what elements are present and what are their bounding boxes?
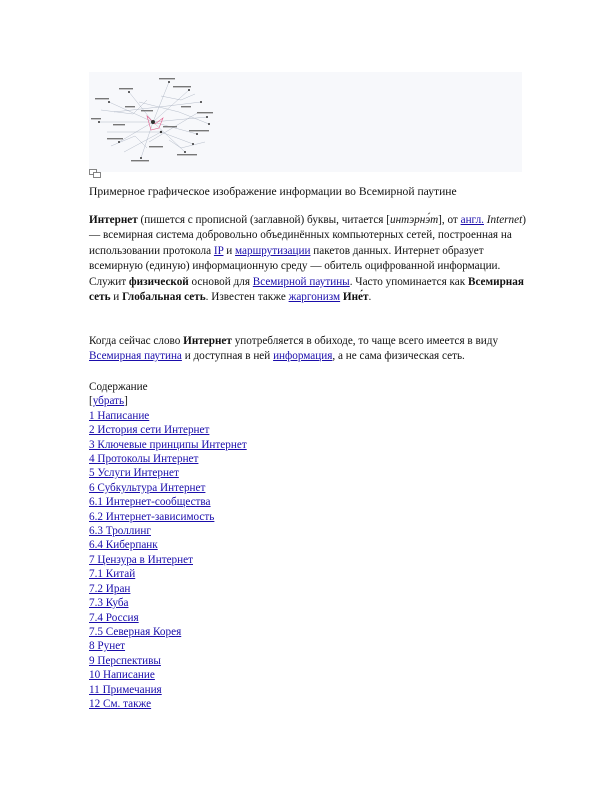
toc-link[interactable]: 7.1 Китай <box>89 568 136 581</box>
toc-link[interactable]: 10 Написание <box>89 669 155 682</box>
toc-link[interactable]: 4 Протоколы Интернет <box>89 453 199 466</box>
toc-item <box>89 654 389 668</box>
toc-list <box>89 409 389 712</box>
link-english[interactable]: англ. <box>460 214 484 226</box>
toc-item <box>89 524 389 538</box>
toc-item <box>89 510 389 524</box>
toc-link[interactable]: 7.2 Иран <box>89 582 131 595</box>
english-word: Internet <box>486 214 523 226</box>
toc-link[interactable]: 11 Примечания <box>89 683 162 696</box>
internet-graph-thumbnail[interactable] <box>89 72 217 167</box>
link-routing[interactable]: маршрутизации <box>235 244 311 257</box>
physical-bold: физической <box>128 275 189 288</box>
toc-title: Содержание <box>89 381 148 393</box>
link-world-wide-web-2[interactable]: Всемирная паутина <box>89 350 182 363</box>
toc-item <box>89 423 389 437</box>
toc-item <box>89 683 389 697</box>
toc-item <box>89 538 389 552</box>
toc-item <box>89 567 389 581</box>
inet-bold: Ине́т <box>342 291 369 304</box>
toc-item <box>89 668 389 682</box>
enlarge-icon[interactable] <box>89 169 101 178</box>
toc-link[interactable]: 1 Написание <box>89 409 150 422</box>
link-jargon[interactable]: жаргонизм <box>288 291 341 304</box>
toc-link[interactable]: 6.4 Киберпанк <box>89 539 158 552</box>
toc-hide-link[interactable]: убрать <box>92 395 125 408</box>
intro-paragraph: Интернет (пишется с прописной (заглавной) буквы, читается [интэрнэ́т], от англ. Internet) — всемирная система добровольно объединённых компьютерных сетей, построенная на использовании протокола IP и маршрутизации пакетов данных. Интернет образует всемирную (единую) информационную среду — обитель оцифрованной информации. Служит физической основой для Всемирной паутины. Часто упоминается как Всемирная сеть и Глобальная сеть. Известен также жаргонизм Ине́т. <box>89 214 526 304</box>
toc-link[interactable]: 7 Цензура в Интернет <box>89 553 193 566</box>
toc-link[interactable]: 6.3 Троллинг <box>89 525 151 538</box>
toc-link[interactable]: 3 Ключевые принципы Интернет <box>89 438 247 451</box>
toc-item <box>89 452 389 466</box>
pronunciation: интэрнэ́т <box>389 214 439 226</box>
toc-item <box>89 582 389 596</box>
toc-link[interactable]: 7.5 Северная Корея <box>89 625 182 638</box>
link-ip[interactable]: IP <box>213 244 224 257</box>
toc-link[interactable]: 6.1 Интернет-сообщества <box>89 496 211 509</box>
toc-item <box>89 481 389 495</box>
toc-link[interactable]: 7.4 Россия <box>89 611 139 624</box>
table-of-contents <box>89 380 389 711</box>
toc-link[interactable]: 2 История сети Интернет <box>89 424 210 437</box>
toc-item <box>89 495 389 509</box>
toc-item <box>89 438 389 452</box>
toc-item <box>89 639 389 653</box>
toc-link[interactable]: 9 Перспективы <box>89 654 161 667</box>
global-net-bold: Глобальная сеть <box>122 291 206 304</box>
term-bold: Интернет <box>89 214 138 226</box>
toc-link[interactable]: 7.3 Куба <box>89 597 129 610</box>
toc-hide-toggle: [убрать] <box>89 395 128 408</box>
toc-item <box>89 409 389 423</box>
world-net-bold: Всемирная сеть <box>89 275 524 304</box>
toc-item <box>89 625 389 639</box>
toc-link[interactable]: 5 Услуги Интернет <box>89 467 179 480</box>
toc-link[interactable]: 6.2 Интернет-зависимость <box>89 510 215 523</box>
toc-link[interactable]: 8 Рунет <box>89 640 126 653</box>
toc-link[interactable]: 6 Субкультура Интернет <box>89 481 206 494</box>
toc-item <box>89 611 389 625</box>
link-information[interactable]: информация <box>273 350 333 363</box>
figure-caption: Примерное графическое изображение информации во Всемирной паутине <box>89 185 457 198</box>
toc-item <box>89 553 389 567</box>
usage-paragraph: Когда сейчас слово Интернет употребляется в обиходе, то чаще всего имеется в виду Всемирная паутина и доступная в ней информация, а не сама физическая сеть. <box>89 335 499 363</box>
toc-item <box>89 697 389 711</box>
toc-link[interactable]: 12 См. также <box>89 697 152 710</box>
toc-item <box>89 466 389 480</box>
term-bold-2: Интернет <box>183 335 232 347</box>
toc-item <box>89 596 389 610</box>
link-world-wide-web[interactable]: Всемирной паутины <box>252 275 350 288</box>
